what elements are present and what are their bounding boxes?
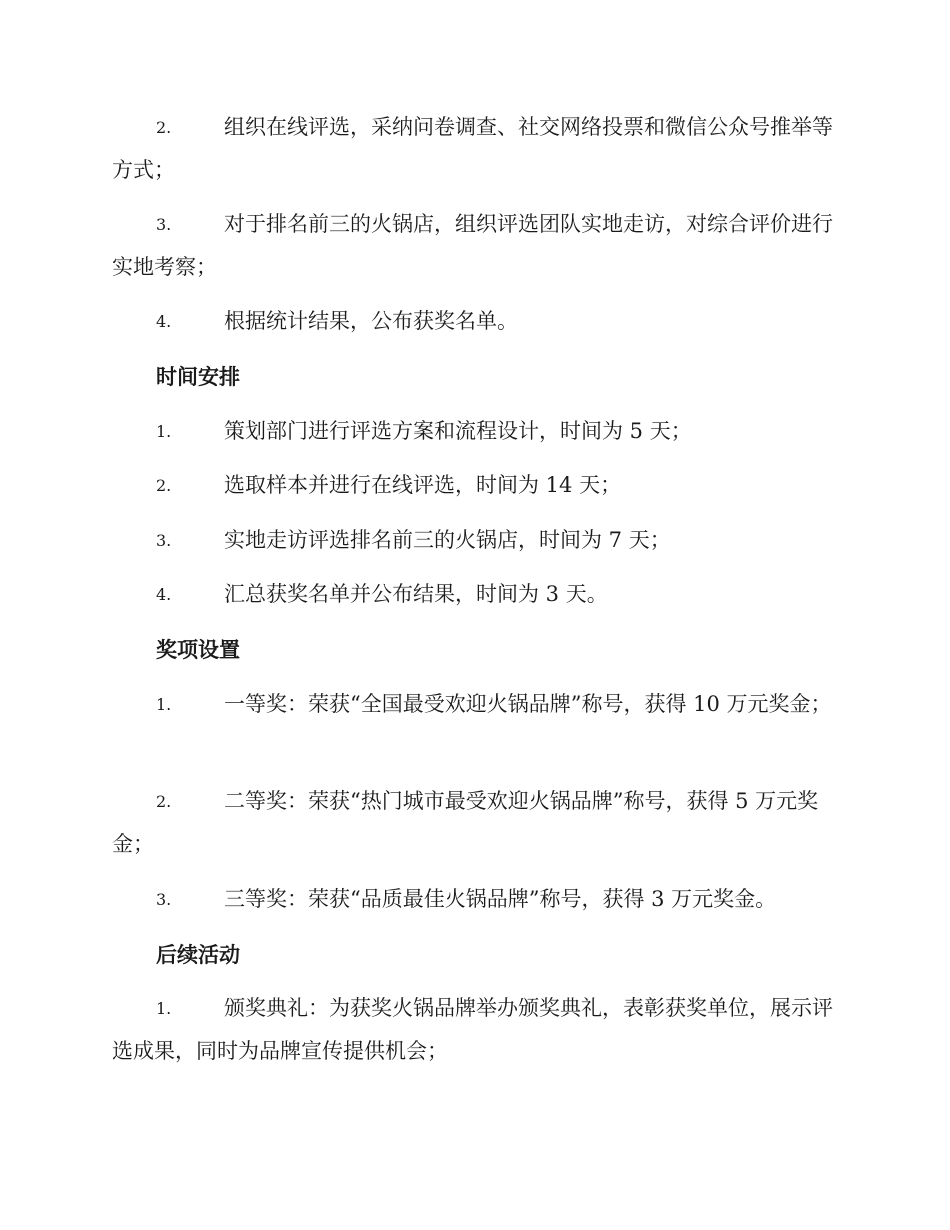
list-text: 策划部门进行评选方案和流程设计，时间为 5 天； xyxy=(224,419,692,443)
list-number: 3. xyxy=(156,531,172,550)
list-number: 2. xyxy=(156,118,172,137)
list-item xyxy=(112,410,834,453)
list-item xyxy=(112,987,834,1073)
list-number: 4. xyxy=(156,312,172,331)
list-item xyxy=(112,106,834,192)
list-item xyxy=(112,683,834,726)
list-number: 2. xyxy=(156,792,172,811)
list-number: 4. xyxy=(156,585,172,604)
list-text: 对于排名前三的火锅店，组织评选团队实地走访，对综合评价进行实地考察； xyxy=(112,212,833,279)
list-text: 汇总获奖名单并公布结果，时间为 3 天。 xyxy=(224,582,608,606)
list-text: 三等奖：荣获“品质最佳火锅品牌”称号，获得 3 万元奖金。 xyxy=(224,887,777,911)
list-text: 一等奖：荣获“全国最受欢迎火锅品牌”称号，获得 10 万元奖金； xyxy=(224,692,832,716)
list-text: 选取样本并进行在线评选，时间为 14 天； xyxy=(224,473,622,497)
list-text: 实地走访评选排名前三的火锅店，时间为 7 天； xyxy=(224,528,671,552)
list-text: 根据统计结果，公布获奖名单。 xyxy=(224,309,518,333)
list-item xyxy=(112,573,834,616)
list-text: 颁奖典礼：为获奖火锅品牌举办颁奖典礼，表彰获奖单位，展示评选成果，同时为品牌宣传提供机会； xyxy=(112,996,833,1063)
list-number: 1. xyxy=(156,695,172,714)
list-item xyxy=(112,203,834,289)
list-item xyxy=(112,300,834,343)
list-item xyxy=(112,878,834,921)
list-text: 二等奖：荣获“热门城市最受欢迎火锅品牌”称号，获得 5 万元奖金； xyxy=(112,789,819,856)
list-item xyxy=(112,464,834,507)
list-item xyxy=(112,780,834,866)
list-text: 组织在线评选，采纳问卷调查、社交网络投票和微信公众号推举等方式； xyxy=(112,115,833,182)
list-number: 1. xyxy=(156,422,172,441)
list-number: 1. xyxy=(156,999,172,1018)
section-heading-schedule: 时间安排 xyxy=(156,364,240,389)
section-heading-followup: 后续活动 xyxy=(156,942,240,967)
list-number: 3. xyxy=(156,890,172,909)
list-number: 2. xyxy=(156,476,172,495)
list-item xyxy=(112,519,834,562)
list-number: 3. xyxy=(156,215,172,234)
section-heading-awards: 奖项设置 xyxy=(156,637,240,662)
